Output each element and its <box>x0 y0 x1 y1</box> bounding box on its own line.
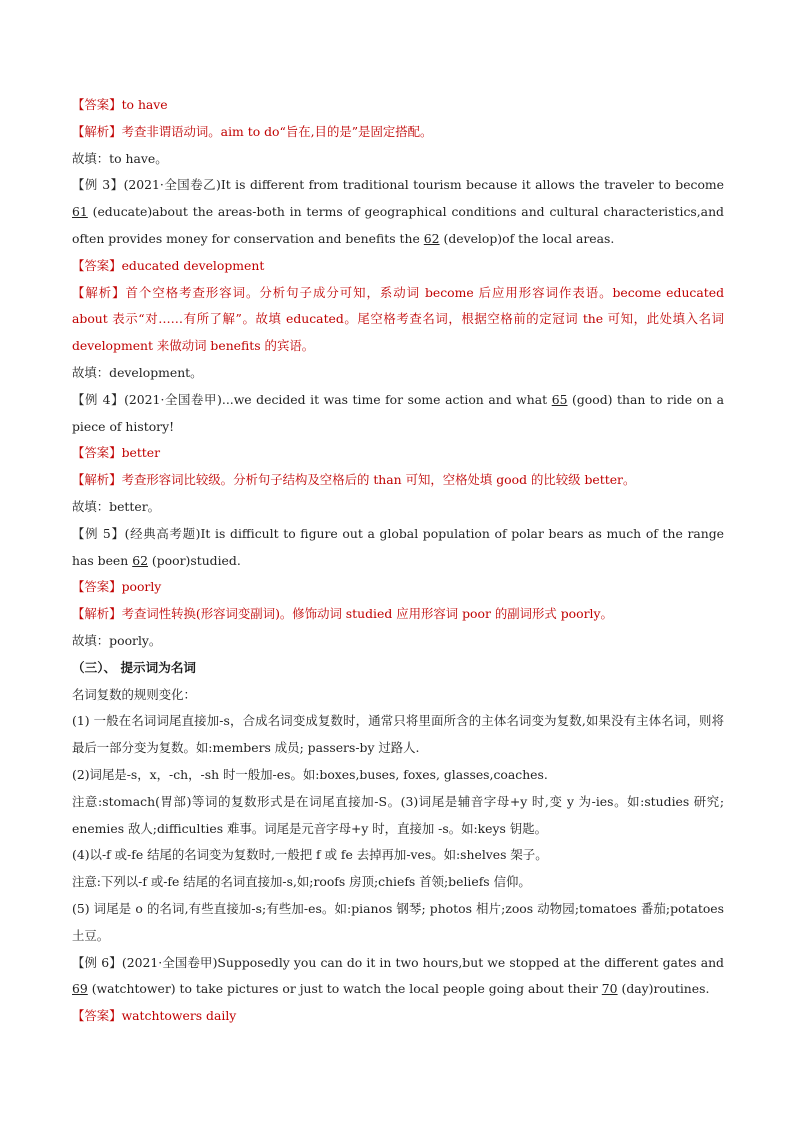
blank-number: 69 <box>72 981 88 997</box>
fill-answer-text: 故填：poorly。 <box>72 632 162 648</box>
blank-number: 62 <box>132 552 148 568</box>
answer-text: poorly <box>121 579 162 595</box>
analysis-paragraph <box>72 119 724 146</box>
example-source: (2021·全国卷乙) <box>123 177 221 193</box>
body-paragraph <box>72 842 724 869</box>
fill-answer-line <box>72 360 724 387</box>
example-text: (develop)of the local areas. <box>439 230 615 246</box>
example-text: It is difficult to figure out a global population of polar bears as much of the range has been <box>72 525 725 568</box>
example-text: (educate)about the areas-both in terms of geographical conditions and cultural characteristics,and often provides money for conservation and benefits the <box>72 204 724 246</box>
body-paragraph <box>72 708 724 762</box>
answer-text: watchtowers daily <box>121 1008 237 1024</box>
analysis-label: 【解析】 <box>72 606 122 622</box>
analysis-label: 【解析】 <box>72 472 122 488</box>
blank-number: 62 <box>423 230 440 246</box>
fill-answer-line <box>72 494 724 521</box>
fill-answer-line <box>72 628 724 655</box>
analysis-text: 考查词性转换(形容词变副词)。修饰动词 studied 应用形容词 poor 的副词形式 poorly。 <box>121 606 613 622</box>
answer-text: to have <box>121 97 168 112</box>
answer-paragraph <box>72 574 724 601</box>
blank-number: 65 <box>551 391 568 407</box>
example-label: 【例 4】 <box>72 391 125 407</box>
analysis-label: 【解析】 <box>72 123 122 139</box>
example-text: ...we decided it was time for some action and what <box>221 391 552 407</box>
blank-number: 61 <box>72 204 88 220</box>
example-label: 【例 3】 <box>72 177 124 193</box>
answer-label: 【答案】 <box>72 445 122 461</box>
fill-answer-line <box>72 146 724 173</box>
fill-answer-text: 故填：to have。 <box>72 150 168 166</box>
analysis-paragraph <box>72 467 724 494</box>
body-paragraph <box>72 896 724 950</box>
example-label: 【例 5】 <box>72 525 125 541</box>
answer-paragraph <box>72 440 724 467</box>
answer-text: educated development <box>121 257 265 273</box>
blank-number: 70 <box>601 981 618 997</box>
analysis-label: 【解析】 <box>72 284 126 300</box>
example-text: It is different from traditional tourism because it allows the traveler to become <box>220 177 725 193</box>
section-heading <box>72 655 724 682</box>
answer-text: better <box>121 445 161 461</box>
example-source: (经典高考题) <box>124 525 201 541</box>
analysis-text: 考查形容词比较级。分析句子结构及空格后的 than 可知，空格处填 good 的比较级 better。 <box>121 472 636 488</box>
answer-paragraph <box>72 253 724 280</box>
example-source: (2021·全国卷甲) <box>124 391 222 407</box>
example-text: (good) than to ride on a piece of history! <box>72 391 725 434</box>
analysis-paragraph <box>72 601 724 628</box>
body-paragraph <box>72 762 724 789</box>
answer-label: 【答案】 <box>72 97 122 112</box>
example-text: (day)routines. <box>617 981 710 997</box>
example-text: Supposedly you can do it in two hours,but we stopped at the different gates and <box>217 954 724 970</box>
answer-paragraph <box>72 1003 724 1030</box>
body-paragraph <box>72 869 724 896</box>
body-text: 名词复数的规则变化： <box>72 686 196 702</box>
body-text: (1) 一般在名词词尾直接加-s，合成名词变成复数时，通常只将里面所含的主体名词变为复数,如果没有主体名词，则将最后一部分变为复数。如:members 成员; passers-by 过路人. <box>72 713 724 756</box>
analysis-text: 首个空格考查形容词。分析句子成分可知，系动词 become 后应用形容词作表语。become educated about 表示“对……有所了解”。故填 educated。尾空格考查名词，根据空格前的定冠词 the 可知，此处填入名词 development 来做动词 benefits 的宾语。 <box>72 284 725 354</box>
document-page <box>72 92 724 1030</box>
body-paragraph <box>72 789 724 843</box>
answer-label: 【答案】 <box>72 579 122 595</box>
fill-answer-text: 故填：development。 <box>72 364 203 380</box>
example-text: (poor)studied. <box>147 552 241 568</box>
example-paragraph <box>72 172 724 252</box>
analysis-paragraph <box>72 280 724 360</box>
answer-label: 【答案】 <box>72 1008 122 1024</box>
fill-answer-text: 故填：better。 <box>72 498 161 514</box>
answer-paragraph <box>72 92 724 119</box>
analysis-text: 考查非谓语动词。aim to do“旨在,目的是”是固定搭配。 <box>121 123 433 139</box>
example-paragraph <box>72 950 724 1004</box>
example-paragraph <box>72 387 724 441</box>
body-text: (4)以-f 或-fe 结尾的名词变为复数时,一般把 f 或 fe 去掉再加-ves。如:shelves 架子。 <box>72 847 548 863</box>
answer-label: 【答案】 <box>72 257 122 273</box>
example-paragraph <box>72 521 724 575</box>
example-source: (2021·全国卷甲) <box>121 954 218 970</box>
body-text: (5) 词尾是 o 的名词,有些直接加-s;有些加-es。如:pianos 钢琴; photos 相片;zoos 动物园;tomatoes 番茄;potatoes 土豆。 <box>72 900 724 943</box>
body-paragraph <box>72 682 724 709</box>
body-text: 注意:stomach(胃部)等词的复数形式是在词尾直接加-S。(3)词尾是辅音字母+y 时,变 y 为-ies。如:studies 研究; enemies 敌人;difficulties 难事。词尾是元音字母+y 时，直接加 -s。如:keys 钥匙。 <box>72 793 724 836</box>
example-text: (watchtower) to take pictures or just to watch the local people going about their <box>87 981 602 997</box>
section-heading-text: （三）、 提示词为名词 <box>72 659 197 675</box>
example-label: 【例 6】 <box>72 954 122 970</box>
body-text: 注意:下列以-f 或-fe 结尾的名词直接加-s,如;roofs 房顶;chiefs 首领;beliefs 信仰。 <box>72 874 531 890</box>
body-text: (2)词尾是-s，x，-ch，-sh 时一般加-es。如:boxes,buses, foxes, glasses,coaches. <box>72 766 548 782</box>
